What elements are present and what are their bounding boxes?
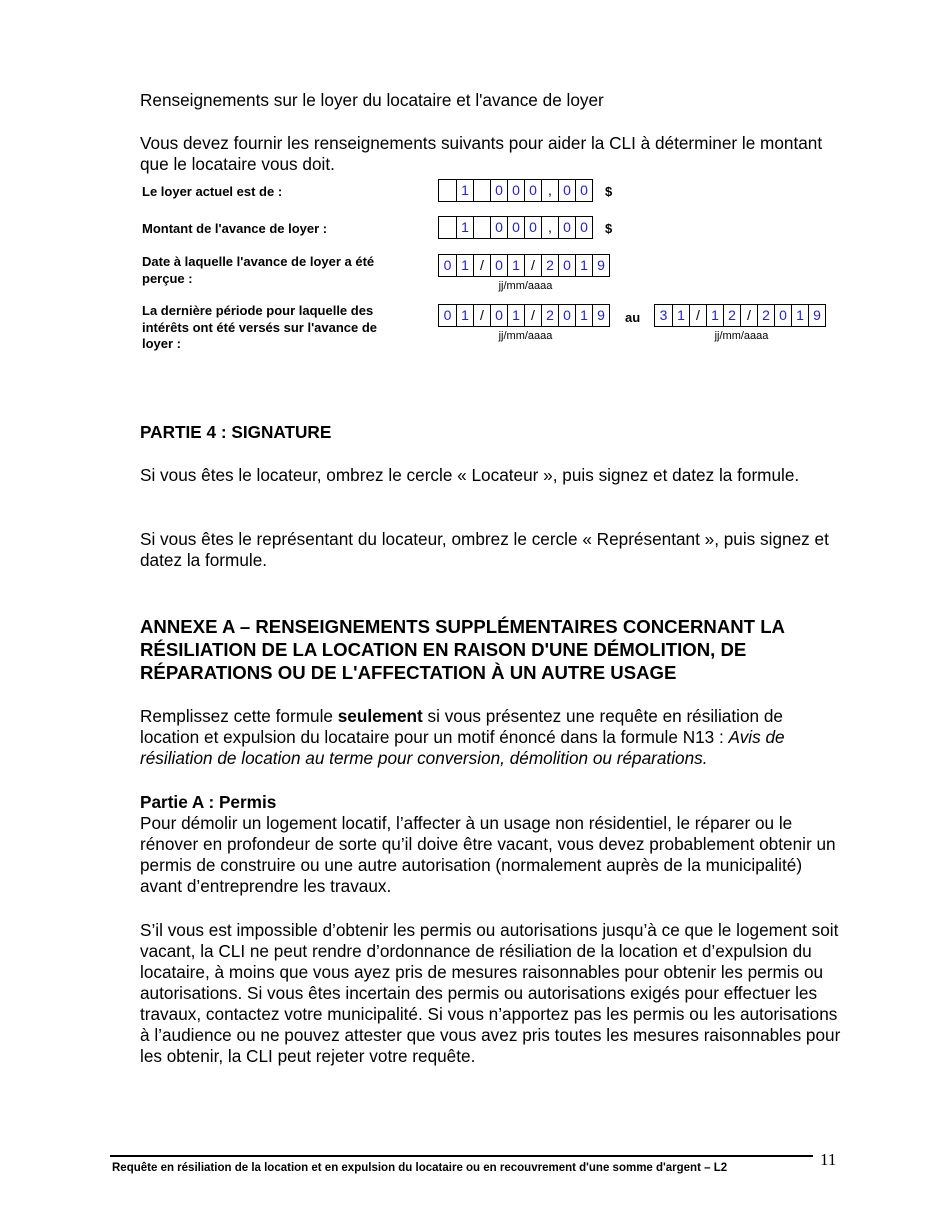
digit-cell: 0: [443, 257, 452, 273]
deposit-amount-unit: $: [605, 221, 613, 236]
digit-cell: 1: [791, 305, 808, 326]
digit-cell: 2: [757, 305, 774, 326]
digit-cell: 2: [723, 305, 740, 326]
digit-cell: ,: [541, 180, 558, 201]
deposit-date-caption: jj/mm/aaaa: [498, 280, 553, 292]
annex-a-intro: [140, 706, 845, 769]
rent-section-intro: Vous devez fournir les renseignements suivants pour aider la CLI à déterminer le montant que le locataire vous doit.: [140, 133, 823, 174]
digit-cell: 2: [541, 305, 558, 326]
digit-cell: 0: [507, 180, 524, 201]
digit-cell: 1: [575, 255, 592, 276]
digit-cell: ,: [541, 217, 558, 238]
footer-rule: [110, 1155, 813, 1157]
current-rent-unit: $: [605, 184, 613, 199]
digit-cell: 1: [456, 217, 473, 238]
annex-a-heading: ANNEXE A – RENSEIGNEMENTS SUPPLÉMENTAIRES CONCERNANT LA RÉSILIATION DE LA LOCATION EN RAISON D'UNE DÉMOLITION, DE RÉPARATIONS OU DE L'AFFECTATION À UN AUTRE USAGE: [140, 616, 785, 683]
digit-cell: 2: [541, 255, 558, 276]
digit-cell: 0: [490, 180, 507, 201]
annex-a-intro-form-title: Avis de résiliation de location au terme pour conversion, démolition ou réparations.: [140, 727, 785, 768]
digit-cell: 0: [490, 305, 507, 326]
digit-cell: /: [473, 255, 490, 276]
digit-cell: 1: [456, 255, 473, 276]
digit-cell: 0: [575, 217, 592, 238]
interest-to-word: au: [625, 310, 641, 325]
page-number: 11: [820, 1150, 837, 1169]
part4-heading: PARTIE 4 : SIGNATURE: [140, 422, 332, 442]
digit-cell: 0: [558, 217, 575, 238]
deposit-date-label: Date à laquelle l'avance de loyer a été perçue :: [142, 254, 375, 286]
digit-cell: 0: [443, 307, 452, 323]
digit-cell: 1: [672, 305, 689, 326]
digit-cell: 9: [808, 305, 825, 326]
digit-cell: 0: [524, 180, 541, 201]
current-rent-field[interactable]: [438, 179, 593, 202]
digit-cell: 1: [456, 180, 473, 201]
digit-cell: 9: [592, 305, 609, 326]
digit-cell: 0: [507, 217, 524, 238]
deposit-amount-field[interactable]: [438, 216, 593, 239]
annex-a-intro-middle: si vous présentez une requête en résiliation de location et expulsion du locataire pour un motif énoncé dans la formule N13 :: [140, 706, 783, 747]
digit-cell: 1: [507, 255, 524, 276]
digit-cell: 1: [507, 305, 524, 326]
digit-cell: 1: [456, 305, 473, 326]
annex-a-intro-start: Remplissez cette formule: [140, 706, 338, 726]
digit-cell: [439, 217, 456, 238]
interest-from-field[interactable]: [438, 304, 610, 327]
part-a-paragraph-1: Pour démolir un logement locatif, l’affecter à un usage non résidentiel, le réparer ou le rénover en profondeur de sorte qu’il doive être vacant, vous devez probablement obtenir un permis de construire ou une autre autorisation (normalement auprès de la municipalité) avant d’entreprendre les travaux.: [140, 813, 836, 896]
digit-cell: 0: [558, 180, 575, 201]
digit-cell: 9: [592, 255, 609, 276]
rent-section-title: Renseignements sur le loyer du locataire et l'avance de loyer: [140, 90, 604, 110]
digit-cell: 0: [524, 217, 541, 238]
digit-cell: /: [473, 305, 490, 326]
digit-cell: /: [740, 305, 757, 326]
digit-cell: 0: [490, 217, 507, 238]
deposit-date-field[interactable]: [438, 254, 610, 277]
digit-cell: 1: [575, 305, 592, 326]
digit-cell: 0: [774, 305, 791, 326]
digit-cell: /: [524, 305, 541, 326]
digit-cell: 3: [659, 307, 668, 323]
digit-cell: 1: [706, 305, 723, 326]
part4-paragraph-1: Si vous êtes le locateur, ombrez le cercle « Locateur », puis signez et datez la formule.: [140, 465, 800, 485]
current-rent-label: Le loyer actuel est de :: [142, 184, 283, 199]
digit-cell: /: [524, 255, 541, 276]
digit-cell: [473, 180, 490, 201]
annex-a-intro-emphasis: seulement: [337, 706, 423, 726]
interest-to-caption: jj/mm/aaaa: [714, 330, 769, 342]
part4-paragraph-2: Si vous êtes le représentant du locateur, ombrez le cercle « Représentant », puis signez et datez la formule.: [140, 529, 829, 570]
interest-from-caption: jj/mm/aaaa: [498, 330, 553, 342]
digit-cell: 0: [558, 305, 575, 326]
interest-to-field[interactable]: [654, 304, 826, 327]
part-a-paragraph-2: S’il vous est impossible d’obtenir les permis ou autorisations jusqu’à ce que le logement soit vacant, la CLI ne peut rendre d’ordonnance de résiliation de la location et d’expulsion du locataire, à moins que vous ayez pris de mesures raisonnables pour obtenir les permis ou autorisations. Si vous êtes incertain des permis ou autorisations exigés pour effectuer les travaux, contactez votre municipalité. Si vous n’apportez pas les permis ou les autorisations à l’audience ou ne pouvez attester que vous avez pris toutes les mesures raisonnables pour les obtenir, la CLI peut rejeter votre requête.: [140, 920, 841, 1066]
digit-cell: [473, 217, 490, 238]
interest-period-label: La dernière période pour laquelle des intérêts ont été versés sur l'avance de loyer :: [142, 303, 378, 351]
deposit-amount-label: Montant de l'avance de loyer :: [142, 221, 328, 236]
footer-text: Requête en résiliation de la location et en expulsion du locataire ou en recouvrement d'une somme d'argent – L2: [112, 1162, 728, 1174]
digit-cell: /: [689, 305, 706, 326]
digit-cell: 0: [490, 255, 507, 276]
digit-cell: 0: [558, 255, 575, 276]
digit-cell: 0: [575, 180, 592, 201]
digit-cell: [439, 180, 456, 201]
part-a-heading: Partie A : Permis: [140, 792, 277, 812]
